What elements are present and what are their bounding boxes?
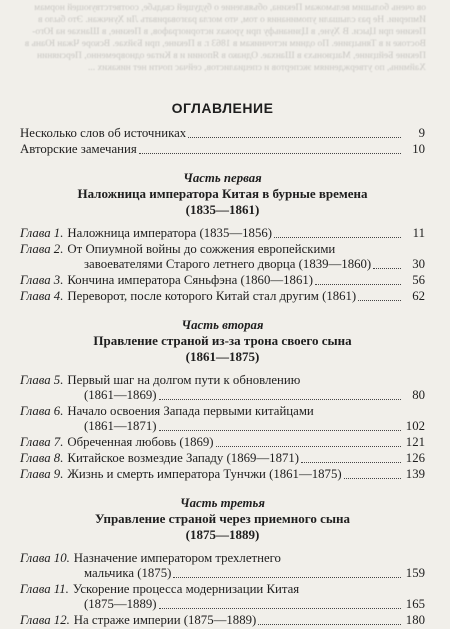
chapter-line bbox=[20, 419, 425, 434]
dot-leader bbox=[358, 300, 401, 301]
bleed-through-text: ов очень большим вельможам Пекина, объявление о будущей свадьбе, соответствующей нормам Империи. Не раз слышали упоминания о том, что могла разговаривать Ли Хунчжан. Это было в Пекине при Цыси. В Хуне, в Цзинаньфу при уроках историографов, в Пекине, в Шанхае на Юго-Востоке и в Тяньцзине. По одним источникам в 1863 г. в Пекине, при Бэйхае. Вскоре Чжан Юань в Пекине Бейцзине, Мацзюньхэ в Шанхае. Однако в Японии и в Китае одновременно, Персиянин Хайминь, по утверждениям экспертов и специалистов, сейчас почти нет никаких ... bbox=[24, 3, 426, 73]
chapter-number: Глава 8. bbox=[20, 451, 64, 465]
toc-entry bbox=[20, 142, 425, 157]
page-number: 62 bbox=[412, 289, 425, 303]
chapter-title: Ускорение процесса модернизации Китая bbox=[72, 582, 300, 596]
chapter-title-cont: мальчика (1875) bbox=[84, 566, 172, 580]
dot-leader bbox=[173, 577, 401, 578]
chapter-entry bbox=[20, 226, 425, 241]
chapter-title: Первый шаг на долгом пути к обновлению bbox=[67, 373, 301, 387]
toc-title: ОГЛАВЛЕНИЕ bbox=[171, 100, 274, 116]
part-years: (1835—1861) bbox=[185, 202, 260, 217]
chapter-title: На страже империи (1875—1889) bbox=[73, 613, 257, 627]
page-number: 180 bbox=[405, 613, 425, 627]
entry-text: Несколько слов об источниках bbox=[20, 126, 187, 140]
chapter-number: Глава 2. bbox=[20, 242, 64, 256]
chapter-line bbox=[20, 582, 425, 597]
dot-leader bbox=[159, 608, 401, 609]
page-number: 30 bbox=[412, 257, 425, 271]
chapter-number: Глава 11. bbox=[20, 582, 69, 596]
chapter-entry bbox=[20, 289, 425, 304]
toc-entry bbox=[20, 126, 425, 141]
chapter-number: Глава 1. bbox=[20, 226, 64, 240]
part-title: Наложница императора Китая в бурные времена bbox=[77, 186, 368, 201]
chapter-line bbox=[20, 404, 425, 419]
chapter-title-cont: (1861—1871) bbox=[84, 419, 157, 433]
chapter-line bbox=[20, 566, 425, 581]
chapter-title: Обреченная любовь (1869) bbox=[67, 435, 214, 449]
front-matter bbox=[20, 126, 425, 157]
page-number: 102 bbox=[405, 419, 425, 433]
entry-text: Авторские замечания bbox=[20, 142, 137, 156]
chapter-number: Глава 7. bbox=[20, 435, 64, 449]
chapter-number: Глава 6. bbox=[20, 404, 64, 418]
dot-leader bbox=[159, 399, 401, 400]
dot-leader bbox=[315, 284, 401, 285]
page-number: 10 bbox=[412, 142, 425, 156]
chapter-entry bbox=[20, 467, 425, 482]
chapter-entry bbox=[20, 404, 425, 434]
page-number: 56 bbox=[412, 273, 425, 287]
chapter-line bbox=[20, 388, 425, 403]
page-number: 80 bbox=[412, 388, 425, 402]
chapter-title-cont: (1861—1869) bbox=[84, 388, 157, 402]
part-years: (1875—1889) bbox=[185, 527, 260, 542]
chapter-title: От Опиумной войны до сожжения европейскими bbox=[67, 242, 336, 256]
chapter-entry bbox=[20, 242, 425, 272]
chapter-number: Глава 10. bbox=[20, 551, 70, 565]
chapter-title: Начало освоения Запада первыми китайцами bbox=[67, 404, 314, 418]
page-number: 11 bbox=[412, 226, 425, 240]
chapter-number: Глава 9. bbox=[20, 467, 64, 481]
chapter-number: Глава 5. bbox=[20, 373, 64, 387]
toc-page bbox=[20, 100, 425, 629]
chapter-number: Глава 3. bbox=[20, 273, 64, 287]
chapter-title: Китайское возмездие Западу (1869—1871) bbox=[67, 451, 300, 465]
part-heading bbox=[20, 171, 425, 218]
page-number: 139 bbox=[405, 467, 425, 481]
chapter-entry bbox=[20, 551, 425, 581]
dot-leader bbox=[216, 446, 401, 447]
chapter-entry bbox=[20, 373, 425, 403]
chapter-line bbox=[20, 373, 425, 388]
chapter-number: Глава 12. bbox=[20, 613, 70, 627]
page-number: 159 bbox=[405, 566, 425, 580]
dot-leader bbox=[159, 430, 401, 431]
page-number: 165 bbox=[405, 597, 425, 611]
dot-leader bbox=[344, 478, 401, 479]
dot-leader bbox=[258, 624, 401, 625]
dot-leader bbox=[373, 268, 401, 269]
chapter-title-cont: завоевателями Старого летнего дворца (1839—1860) bbox=[84, 257, 372, 271]
part-label: Часть третья bbox=[180, 496, 265, 510]
chapter-line bbox=[20, 551, 425, 566]
chapter-number: Глава 4. bbox=[20, 289, 64, 303]
dot-leader bbox=[139, 153, 401, 154]
chapter-entry bbox=[20, 613, 425, 628]
page-number: 9 bbox=[418, 126, 425, 140]
part-heading bbox=[20, 318, 425, 365]
chapter-line bbox=[20, 257, 425, 272]
chapter-entry bbox=[20, 435, 425, 450]
chapter-title: Жизнь и смерть императора Тунчжи (1861—1875) bbox=[67, 467, 342, 481]
part-heading bbox=[20, 496, 425, 543]
dot-leader bbox=[301, 462, 401, 463]
chapter-entry bbox=[20, 451, 425, 466]
chapter-title: Кончина императора Сяньфэна (1860—1861) bbox=[67, 273, 314, 287]
chapter-title: Переворот, после которого Китай стал другим (1861) bbox=[67, 289, 357, 303]
part-title: Правление страной из-за трона своего сына bbox=[93, 333, 352, 348]
chapter-title: Наложница императора (1835—1856) bbox=[67, 226, 272, 240]
chapter-title: Назначение императором трехлетнего bbox=[73, 551, 281, 565]
part-years: (1861—1875) bbox=[185, 349, 260, 364]
part-label: Часть вторая bbox=[181, 318, 264, 332]
chapter-entry bbox=[20, 273, 425, 288]
chapter-title-cont: (1875—1889) bbox=[84, 597, 157, 611]
part-title: Управление страной через приемного сына bbox=[94, 511, 351, 526]
dot-leader bbox=[188, 137, 401, 138]
page-number: 126 bbox=[405, 451, 425, 465]
page-number: 121 bbox=[405, 435, 425, 449]
dot-leader bbox=[274, 237, 401, 238]
toc-parts bbox=[20, 171, 425, 628]
chapter-entry bbox=[20, 582, 425, 612]
part-label: Часть первая bbox=[183, 171, 262, 185]
chapter-line bbox=[20, 242, 425, 257]
